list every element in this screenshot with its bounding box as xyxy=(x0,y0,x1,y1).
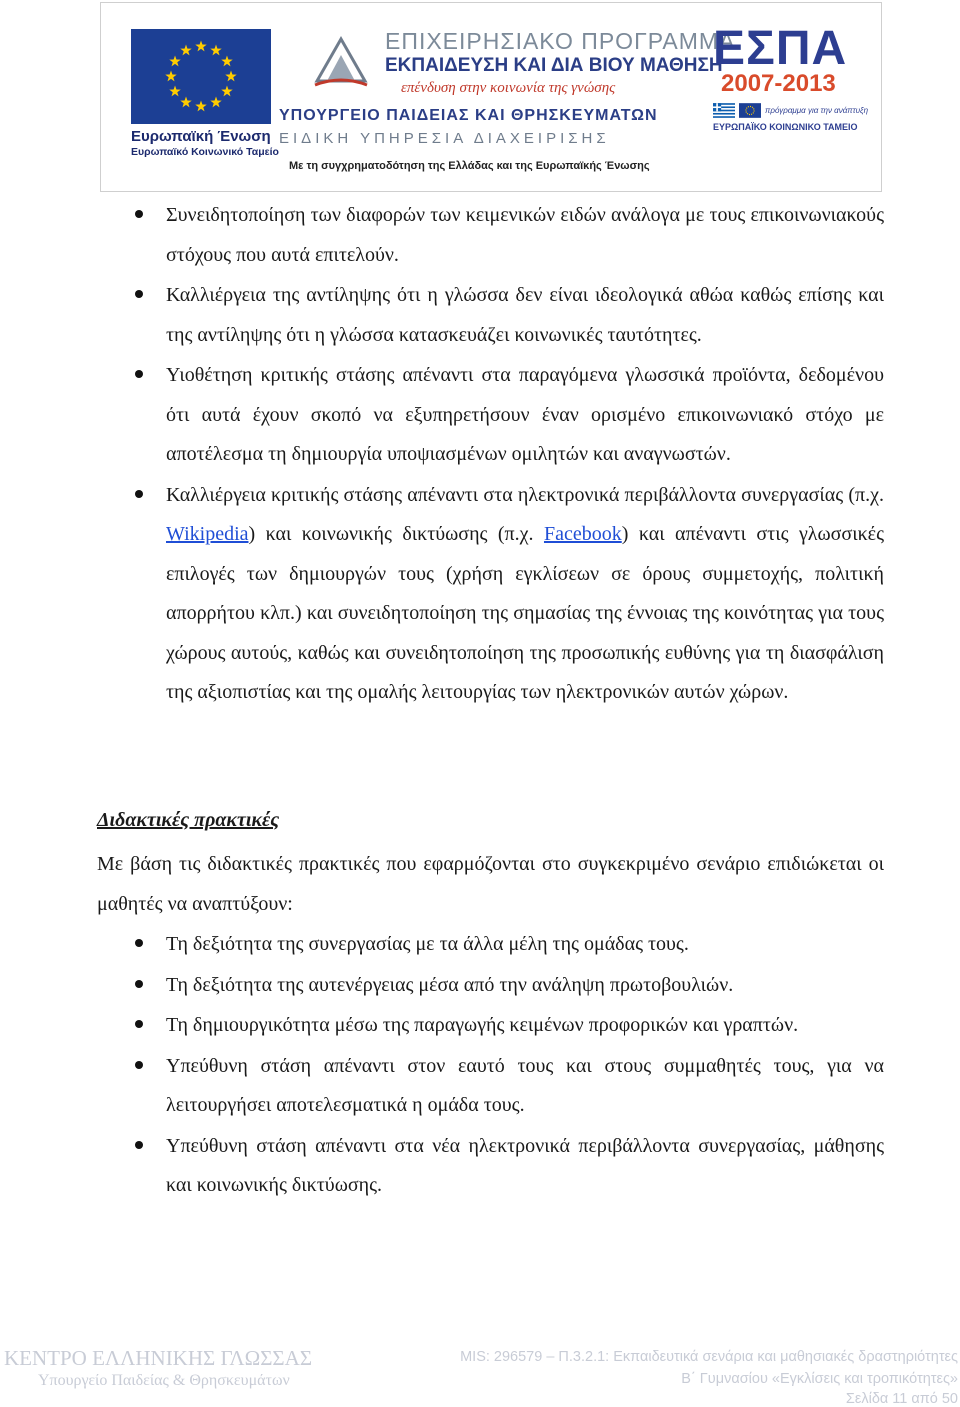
list-item xyxy=(166,476,884,713)
program-slogan: επένδυση στην κοινωνία της γνώσης xyxy=(401,80,616,96)
management-service: ΕΙΔΙΚΗ ΥΠΗΡΕΣΙΑ ΔΙΑΧΕΙΡΙΣΗΣ xyxy=(279,130,610,147)
ministry-name: ΥΠΟΥΡΓΕΙΟ ΠΑΙΔΕΙΑΣ ΚΑΙ ΘΡΗΣΚΕΥΜΑΤΩΝ xyxy=(279,107,658,124)
espa-logo-block xyxy=(713,22,873,132)
eu-flag-icon xyxy=(131,29,271,124)
espa-word: ΕΣΠΑ xyxy=(713,22,848,75)
list-item-text: ) και κοινωνικής δικτύωσης (π.χ. xyxy=(248,523,544,545)
cofunding-note: Με τη συγχρηματοδότηση της Ελλάδας και της Ευρωπαϊκής Ένωσης xyxy=(289,160,650,172)
facebook-link[interactable]: Facebook xyxy=(543,523,622,545)
footer-ministry: Υπουργείο Παιδείας & Θρησκευμάτων xyxy=(38,1372,290,1389)
section-heading: Διδακτικές πρακτικές xyxy=(97,809,280,831)
espa-program-text: πρόγραμμα για την ανάπτυξη xyxy=(765,106,869,115)
list-item: Υπεύθυνη στάση απέναντι στα νέα ηλεκτρονικά περιβάλλοντα συνεργασίας, μάθησης και κοινωνικής δικτύωσης. xyxy=(166,1127,884,1206)
program-title: ΕΠΙΧΕΙΡΗΣΙΑΚΟ ΠΡΟΓΡΑΜΜΑ xyxy=(385,28,736,54)
espa-flags xyxy=(713,103,873,118)
header-banner xyxy=(100,2,882,192)
footer-page-number: Σελίδα 11 από 50 xyxy=(845,1391,958,1407)
wikipedia-link[interactable]: Wikipedia xyxy=(166,523,249,545)
eu-subtitle: Ευρωπαϊκό Κοινωνικό Ταμείο xyxy=(131,146,279,158)
list-item: Τη δεξιότητα της συνεργασίας με τα άλλα μέλη της ομάδας τους. xyxy=(166,925,884,965)
goals-list xyxy=(166,196,884,713)
list-item: Υπεύθυνη στάση απέναντι στον εαυτό τους και στους συμμαθητές τους, για να λειτουργήσει αποτελεσματικά η ομάδα τους. xyxy=(166,1047,884,1126)
espa-years: 2007-2013 xyxy=(721,70,836,97)
practices-list xyxy=(166,925,884,1206)
list-item: Τη δεξιότητα της αυτενέργειας μέσα από την ανάληψη πρωτοβουλιών. xyxy=(166,966,884,1006)
section-intro: Με βάση τις διδακτικές πρακτικές που εφαρμόζονται στο συγκεκριμένο σενάριο επιδιώκεται οι μαθητές να αναπτύξουν: xyxy=(97,853,884,915)
list-item: Τη δημιουργικότητα μέσω της παραγωγής κειμένων προφορικών και γραπτών. xyxy=(166,1006,884,1046)
list-item-text: Καλλιέργεια κριτικής στάσης απέναντι στα ηλεκτρονικά περιβάλλοντα συνεργασίας (π.χ. xyxy=(166,483,884,506)
program-emblem-icon xyxy=(311,31,371,91)
eu-small-flag-icon xyxy=(739,103,761,118)
list-item: Συνειδητοποίηση των διαφορών των κειμενικών ειδών ανάλογα με τους επικοινωνιακούς στόχους που αυτά επιτελούν. xyxy=(166,196,884,275)
eu-logo-block xyxy=(131,29,281,158)
footer-org: ΚΕΝΤΡΟ ΕΛΛΗΝΙΚΗΣ ΓΛΩΣΣΑΣ xyxy=(4,1346,313,1370)
eu-title: Ευρωπαϊκή Ένωση xyxy=(131,128,271,145)
footer-mis: MIS: 296579 – Π.3.2.1: Εκπαιδευτικά σενάρια και μαθησιακές δραστηριότητες xyxy=(460,1349,958,1365)
greek-flag-icon xyxy=(713,103,735,118)
espa-fund-text: ΕΥΡΩΠΑΪΚΟ ΚΟΙΝΩΝΙΚΟ ΤΑΜΕΙΟ xyxy=(713,122,858,132)
footer-scenario: Β΄ Γυμνασίου «Εγκλίσεις και τροπικότητες» xyxy=(681,1371,958,1387)
program-name: ΕΚΠΑΙΔΕΥΣΗ ΚΑΙ ΔΙΑ ΒΙΟΥ ΜΑΘΗΣΗ xyxy=(385,55,723,76)
list-item: Καλλιέργεια της αντίληψης ότι η γλώσσα δεν είναι ιδεολογικά αθώα καθώς επίσης και της αντίληψης ότι η γλώσσα κατασκευάζει κοινωνικές ταυτότητες. xyxy=(166,276,884,355)
list-item: Υιοθέτηση κριτικής στάσης απέναντι στα παραγόμενα γλωσσικά προϊόντα, δεδομένου ότι αυτά έχουν σκοπό να εξυπηρετήσουν έναν ορισμένο επικοινωνιακό στόχο με αποτέλεσμα τη δημιουργία υποψιασμένων ομιλητών και αναγνωστών. xyxy=(166,356,884,475)
list-item-text: ) και απέναντι στις γλωσσικές επιλογές των δημιουργών τους (χρήση εγκλίσεων σε όρους συμμετοχής, πολιτική απορρήτου κλπ.) και συνειδητοποίηση της σημασίας της έννοιας της κοινότητας για τους χώρους αυτούς, καθώς και συνειδητοποίηση της προσωπικής ευθύνης για τη διασφάλιση της αξιοπιστίας και της ομαλής λειτουργίας των ηλεκτρονικών αυτών χώρων. xyxy=(166,523,884,703)
